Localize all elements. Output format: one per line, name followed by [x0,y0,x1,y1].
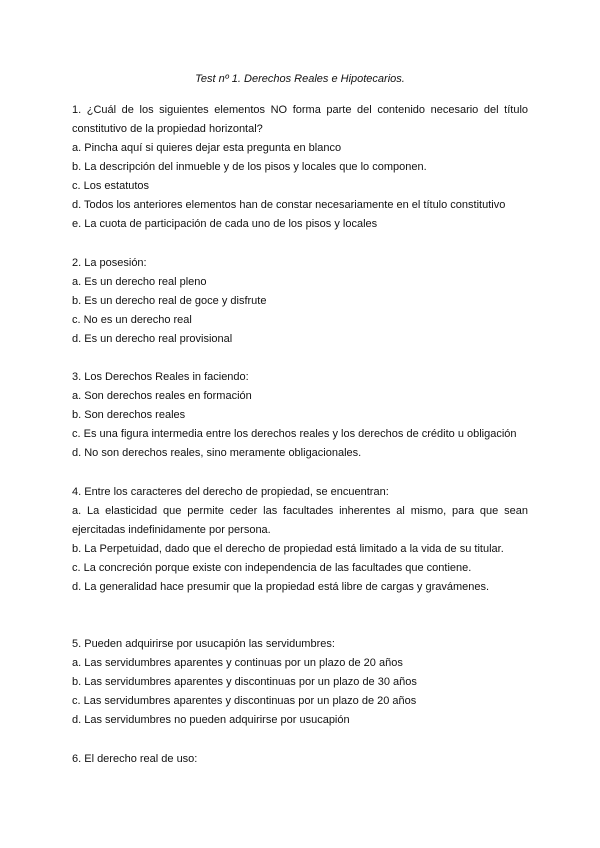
question-4-option-a-cont: ejercitadas indefinidamente por persona. [72,524,271,536]
question-1-option-e: e. La cuota de participación de cada uno de los pisos y locales [72,218,378,230]
question-5-option-a: a. Las servidumbres aparentes y continuas por un plazo de 20 años [72,657,403,669]
question-2-option-c: c. No es un derecho real [72,314,192,326]
question-4-text: 4. Entre los caracteres del derecho de propiedad, se encuentran: [72,486,389,498]
question-6-text: 6. El derecho real de uso: [72,753,198,765]
question-1-option-c: c. Los estatutos [72,180,150,192]
question-1-option-d: d. Todos los anteriores elementos han de constar necesariamente en el título constitutivo [72,199,506,211]
question-2-option-d: d. Es un derecho real provisional [72,333,233,345]
question-4-option-a: a. La elasticidad que permite ceder las facultades inherentes al mismo, para que sean [72,505,528,517]
question-1-option-b: b. La descripción del inmueble y de los pisos y locales que lo componen. [72,161,427,173]
question-4-option-d: d. La generalidad hace presumir que la propiedad está libre de cargas y gravámenes. [72,581,490,593]
question-3-option-a: a. Son derechos reales en formación [72,390,252,402]
question-3-option-d: d. No son derechos reales, sino meramente obligacionales. [72,447,362,459]
question-1-option-a: a. Pincha aquí si quieres dejar esta pregunta en blanco [72,142,342,154]
question-2-option-b: b. Es un derecho real de goce y disfrute [72,295,267,307]
question-2-text: 2. La posesión: [72,257,147,269]
question-4-option-c: c. La concreción porque existe con independencia de las facultades que contiene. [72,562,472,574]
question-5-text: 5. Pueden adquirirse por usucapión las servidumbres: [72,638,335,650]
question-5-option-b: b. Las servidumbres aparentes y discontinuas por un plazo de 30 años [72,676,417,688]
question-4-option-b: b. La Perpetuidad, dado que el derecho de propiedad está limitado a la vida de su titular. [72,543,504,555]
question-3-option-b: b. Son derechos reales [72,409,186,421]
document-title: Test nº 1. Derechos Reales e Hipotecarios. [195,73,405,85]
question-5-option-d: d. Las servidumbres no pueden adquirirse por usucapión [72,714,350,726]
question-2-option-a: a. Es un derecho real pleno [72,276,207,288]
question-5-option-c: c. Las servidumbres aparentes y discontinuas por un plazo de 20 años [72,695,417,707]
question-1-text-cont: constitutivo de la propiedad horizontal? [72,123,263,135]
question-3-option-c: c. Es una figura intermedia entre los derechos reales y los derechos de crédito u obligación [72,428,517,440]
question-1-text: 1. ¿Cuál de los siguientes elementos NO forma parte del contenido necesario del título [72,104,528,116]
question-3-text: 3. Los Derechos Reales in faciendo: [72,371,249,383]
